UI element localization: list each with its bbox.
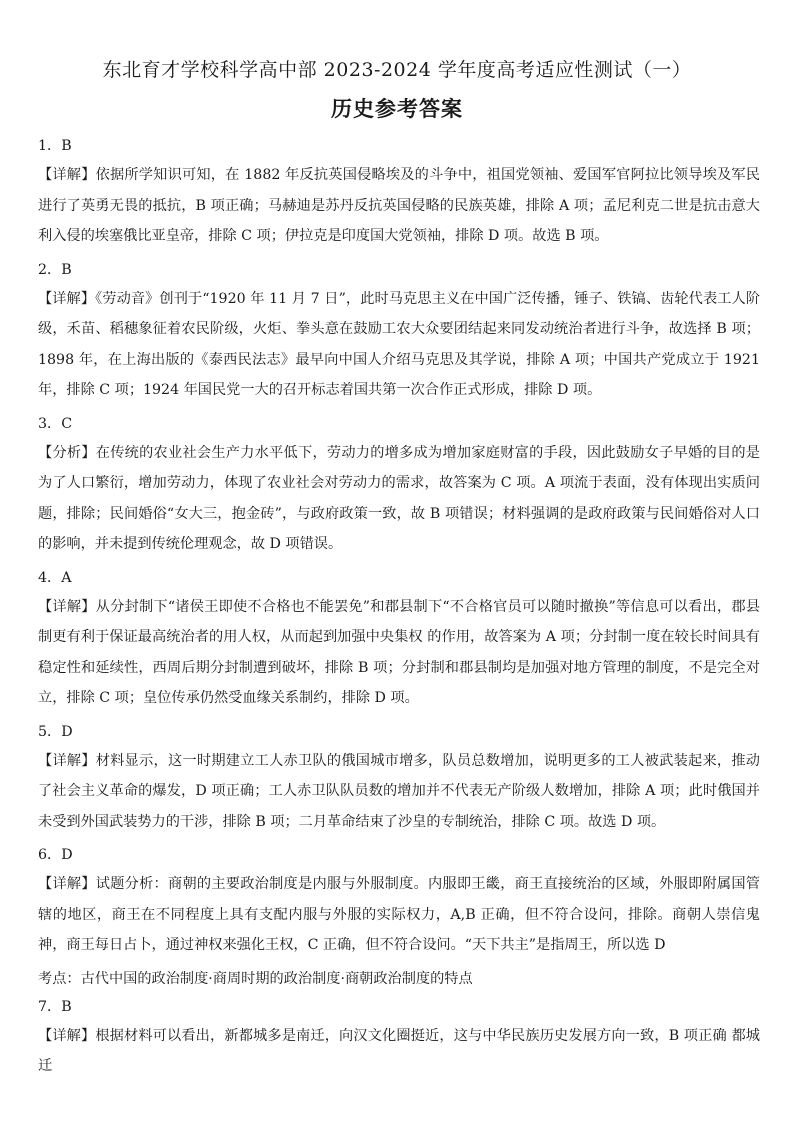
answer-item-2 bbox=[38, 256, 760, 406]
answer-item-5 bbox=[38, 718, 760, 838]
answer-explanation bbox=[38, 1021, 760, 1082]
document-subtitle: 历史参考答案 bbox=[331, 96, 463, 121]
explanation-text: 根据材料可以看出，新都城多是南迁，向汉文化圈挺近，这与中华民族历史发展方向一致，B 项正确 都城迁 bbox=[38, 1027, 760, 1074]
explanation-tag: 【详解】 bbox=[38, 876, 96, 892]
answer-number: 2．B bbox=[38, 261, 72, 278]
answer-number: 5．D bbox=[38, 723, 73, 740]
answer-number: 4．A bbox=[38, 569, 72, 586]
answer-number: 7．B bbox=[38, 998, 72, 1015]
explanation-text: 《劳动音》创刊于“1920 年 11 月 7 日”，此时马克思主义在中国广泛传播，锤子、铁镐、齿轮代表工人阶级，禾苗、稻穗象征着农民阶级，火炬、拳头意在鼓励工农大众要团结起来同发动统治者进行斗争，故选择 B 项；1898 年，在上海出版的《泰西民法志》最早向中国人介绍马克思及其学说，排除 A 项；中国共产党成立于 1921 年，排除 C 项；1924 年国民党一大的召开标志着国共第一次合作正式形成，排除 D 项。 bbox=[38, 290, 760, 398]
explanation-tag: 【详解】 bbox=[38, 1027, 96, 1044]
answer-explanation bbox=[38, 160, 760, 252]
explanation-tag: 【详解】 bbox=[38, 167, 96, 183]
answer-list bbox=[38, 132, 760, 1086]
answer-item-3 bbox=[38, 410, 760, 560]
explanation-tag: 【详解】 bbox=[38, 598, 96, 615]
explanation-text: 在传统的农业社会生产力水平低下，劳动力的增多成为增加家庭财富的手段，因此鼓励女子早婚的目的是为了人口繁衍，增加劳动力，体现了农业社会对劳动力的需求，故答案为 C 项。A 项流于表面，没有体现出实质问题，排除；民间婚俗“女大三，抱金砖”，与政府政策一致，故 B 项错误；材料强调的是政府政策与民间婚俗对人口的影响，并未提到传统伦理观念，故 D 项错误。 bbox=[38, 444, 760, 552]
answer-explanation bbox=[38, 869, 760, 961]
answer-number: 3．C bbox=[38, 415, 73, 432]
explanation-tag: 【分析】 bbox=[38, 444, 96, 461]
knowledge-point-note: 考点：古代中国的政治制度·商周时期的政治制度·商朝政治制度的特点 bbox=[38, 970, 473, 987]
answer-explanation bbox=[38, 746, 760, 838]
answer-number: 6．D bbox=[38, 847, 73, 863]
explanation-text: 试题分析：商朝的主要政治制度是内服与外服制度。内服即王畿，商王直接统治的区域，外服即附属国管辖的地区，商王在不同程度上具有支配内服与外服的实际权力，A,B 正确，但不符合设问，排除。商朝人崇信鬼神，商王每日占卜，通过神权来强化王权，C 正确，但不符合设问。“天下共主”是指周王，所以选 D bbox=[38, 876, 760, 953]
explanation-text: 从分封制下“诸侯王即使不合格也不能罢免”和郡县制下“不合格官员可以随时撤换”等信息可以看出，郡县制更有利于保证最高统治者的用人权，从而起到加强中央集权 的作用，故答案为 A 项；分封制一度在较长时间具有稳定性和延续性，西周后期分封制遭到破坏，排除 B 项；分封制和郡县制均是加强对地方管理的制度，不是完全对立，排除 C 项；皇位传承仍然受血缘关系制约，排除 D 项。 bbox=[38, 598, 760, 706]
explanation-text: 依据所学知识可知，在 1882 年反抗英国侵略埃及的斗争中，祖国党领袖、爱国军官阿拉比领导埃及军民进行了英勇无畏的抵抗，B 项正确；马赫迪是苏丹反抗英国侵略的民族英雄，排除 A 项；孟尼利克二世是抗击意大利入侵的埃塞俄比亚皇帝，排除 C 项；伊拉克是印度国大党领袖，排除 D 项。故选 B 项。 bbox=[38, 167, 760, 244]
answer-number: 1．B bbox=[38, 138, 72, 154]
answer-item-4 bbox=[38, 564, 760, 714]
explanation-tag: 【详解】 bbox=[38, 752, 96, 769]
answer-explanation bbox=[38, 284, 760, 406]
answer-explanation bbox=[38, 592, 760, 714]
explanation-text: 材料显示，这一时期建立工人赤卫队的俄国城市增多，队员总数增加，说明更多的工人被武装起来，推动了社会主义革命的爆发，D 项正确；工人赤卫队队员数的增加并不代表无产阶级人数增加，排除 A 项；此时俄国并未受到外国武装势力的干涉，排除 B 项；二月革命结束了沙皇的专制统治，排除 C 项。故选 D 项。 bbox=[38, 752, 760, 830]
explanation-tag: 【详解】 bbox=[38, 290, 96, 307]
answer-item-6 bbox=[38, 841, 760, 993]
answer-explanation bbox=[38, 438, 760, 560]
document-title: 东北育才学校科学高中部 2023-2024 学年度高考适应性测试（一） bbox=[102, 59, 692, 81]
answer-item-7 bbox=[38, 993, 760, 1082]
answer-item-1 bbox=[38, 132, 760, 252]
